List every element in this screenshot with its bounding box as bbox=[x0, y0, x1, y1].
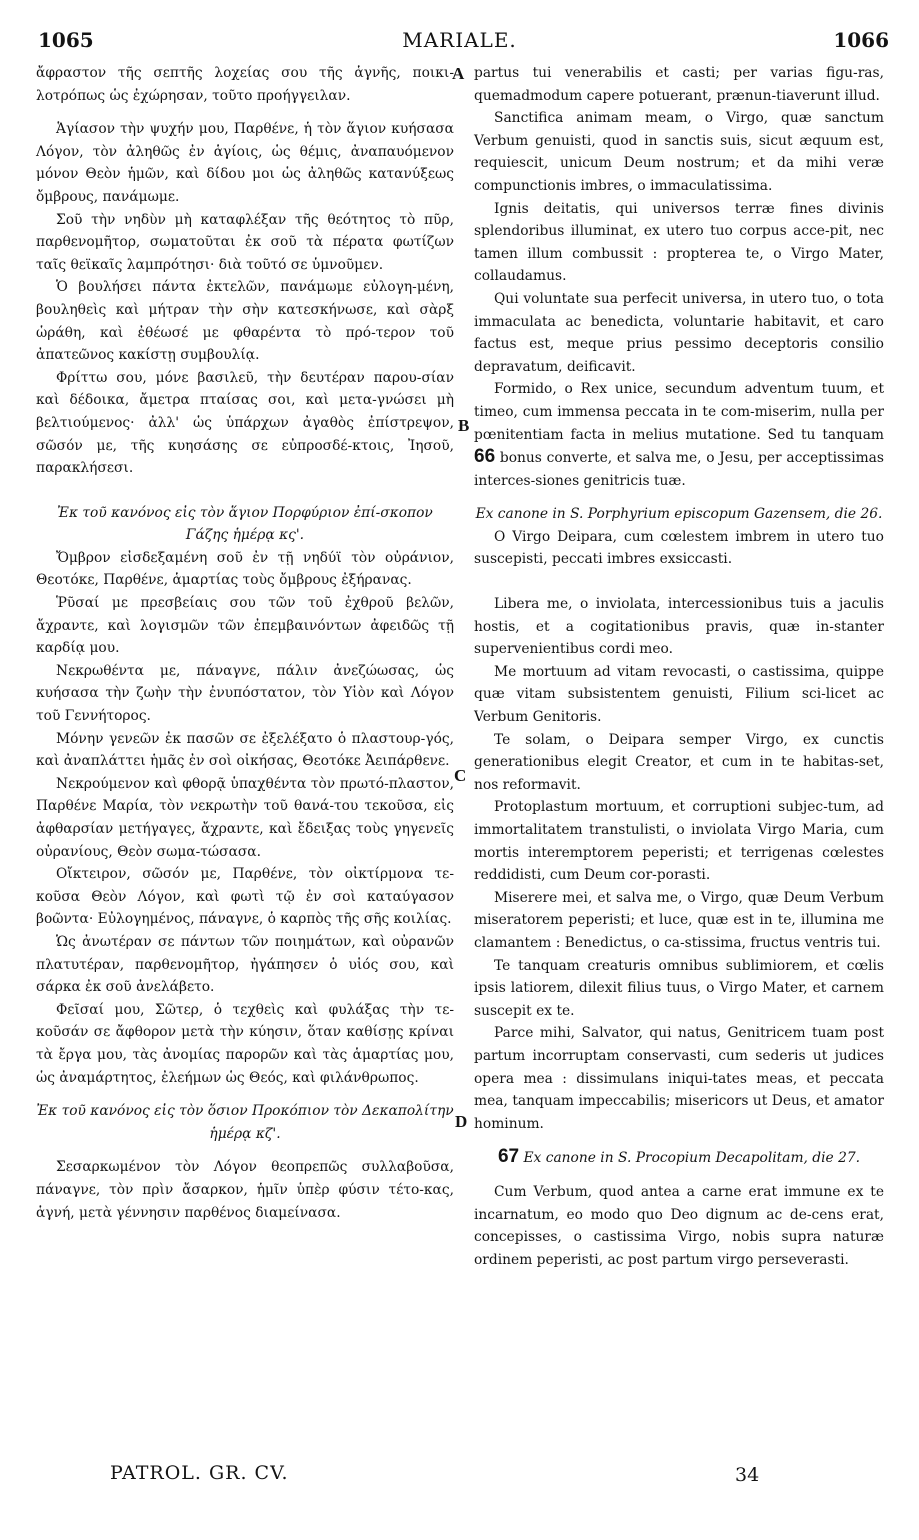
latin-section-heading: Ex canone in S. Porphyrium episcopum Gazensem, die 26. bbox=[475, 506, 883, 523]
latin-column bbox=[474, 62, 884, 1271]
latin-paragraph: Miserere mei, et salva me, o Virgo, quæ Deum Verbum miseratorem peperisti; et luce, quæ est in te, illumina me clamantem : Benedictus, o ca-stissima, fructus ventris tui. bbox=[474, 889, 884, 951]
page-header bbox=[0, 28, 919, 58]
greek-paragraph: Νεκρούμενον καὶ φθορᾷ ὑπαχθέντα τὸν πρωτό-πλαστον, Παρθένε Μαρία, τὸν νεκρωτὴν τοῦ θανά-του τεκοῦσα, εἰς ἀφθαρσίαν μετήγαγες, ἄχραντε, καὶ ἔδειξας τοὺς γηγενεῖς οὐρανίους, Θεὸν σωμα-τώσασα. bbox=[36, 775, 454, 860]
greek-paragraph: Ὁ βουλήσει πάντα ἐκτελῶν, πανάμωμε εὐλογη-μένη, βουληθεὶς καὶ μήτραν τὴν σὴν κατεσκήνωσε, καὶ σὰρξ ὡράθη, καὶ ἐθέωσέ με φθαρέντα τὸ πρό-τερον τοῦ ἀπατεῶνος κακίστῃ συμβουλίᾳ. bbox=[36, 279, 454, 364]
greek-paragraph: Ῥῦσαί με πρεσβείαις σου τῶν τοῦ ἐχθροῦ βελῶν, ἄχραντε, καὶ λογισμῶν τῶν ἐπεμβαινόντων ἀφειδῶς τῇ καρδίᾳ μου. bbox=[36, 595, 454, 657]
greek-paragraph: ἄφραστον τῆς σεπτῆς λοχείας σου τῆς ἁγνῆς, ποικι-λοτρόπως ὡς ἐχώρησαν, τοῦτο προήγγειλαν. bbox=[36, 65, 454, 104]
latin-paragraph: O Virgo Deipara, cum cœlestem imbrem in utero tuo suscepisti, peccati imbres exsiccasti. bbox=[474, 528, 884, 568]
latin-paragraph: Qui voluntate sua perfecit universa, in utero tuo, o tota immaculata ac benedicta, voluntarie habitavit, et caro factus est, meque prius pessimo deceptoris consilio depravatum, deificavit. bbox=[474, 290, 884, 375]
greek-section-heading: Ἐκ τοῦ κανόνος εἰς τὸν ὅσιον Προκόπιον τὸν Δεκαπολίτην ἡμέρᾳ κζ'. bbox=[36, 1103, 454, 1142]
greek-paragraph: Ἁγίασον τὴν ψυχήν μου, Παρθένε, ἡ τὸν ἅγιον κυήσασα Λόγον, τὸν ἀληθῶς ἐν ἁγίοις, ὡς θέμις, ἀναπαυόμενον μόνον Θεὸν ἡμῶν, καὶ δίδου μοι ὡς ἀληθῶς κατανύξεως ὄμβρους, πανάμωμε. bbox=[36, 121, 454, 205]
latin-section-heading bbox=[474, 1146, 884, 1170]
column-number-66: 66 bbox=[474, 446, 496, 468]
footer-signature: PATROL. GR. CV. bbox=[110, 1462, 289, 1484]
latin-paragraph bbox=[474, 378, 884, 492]
latin-paragraph: Ignis deitatis, qui universos terræ fines divinis splendoribus illuminat, ex utero tuo corpus acce-pit, nec tamen illum combussit : propterea te, o Virgo Mater, collaudamus. bbox=[474, 200, 884, 285]
greek-paragraph: Σοῦ τὴν νηδὺν μὴ καταφλέξαν τῆς θεότητος τὸ πῦρ, παρθενομῆτορ, σωματοῦται ἐκ σοῦ τὰ πέρατα φωτίζων ταῖς θεϊκαῖς λαμπρότησι· διὰ τοῦτό σε ὑμνοῦμεν. bbox=[36, 211, 454, 273]
latin-text: bonus converte, et salva me, o Jesu, per acceptissimas interces-siones genitricis tuæ. bbox=[474, 450, 884, 489]
latin-paragraph: Parce mihi, Salvator, qui natus, Genitricem tuam post partum incorruptam conservasti, cum sederis ut judices opera mea : dissimulans iniqui-tates meas, et peccata mea, tanquam impeccabilis; misericors ut Deus, et amator hominum. bbox=[474, 1025, 884, 1132]
page-number-left: 1065 bbox=[38, 28, 94, 52]
latin-paragraph: Te tanquam creaturis omnibus sublimiorem, et cœlis ipsis latiorem, dilexit filius tuus, o Virgo Mater, et carnem suscepit ex te. bbox=[474, 957, 884, 1019]
greek-column bbox=[36, 62, 454, 1224]
latin-paragraph: Cum Verbum, quod antea a carne erat immune ex te incarnatum, eo modo quo Deo dignum ac de-cens erat, concepisses, o castissima Virgo, nobis supra naturæ ordinem peperisti, ac post partum virgo perseverasti. bbox=[474, 1183, 884, 1268]
footer-sheet-number: 34 bbox=[735, 1464, 760, 1486]
greek-section-heading: Ἐκ τοῦ κανόνος εἰς τὸν ἅγιον Πορφύριον ἐπί-σκοπον Γάζης ἡμέρᾳ κς'. bbox=[57, 504, 433, 544]
greek-paragraph: Μόνην γενεῶν ἐκ πασῶν σε ἐξελέξατο ὁ πλαστουρ-γός, καὶ ἀναπλάττει ἡμᾶς ἐν σοὶ οἰκήσας, Θεοτόκε Ἀειπάρθενε. bbox=[36, 730, 454, 770]
latin-paragraph: Me mortuum ad vitam revocasti, o castissima, quippe quæ vitam subsistentem genuisti, Filium sci-licet ac Verbum Genitoris. bbox=[474, 663, 884, 726]
margin-letter-a: A bbox=[452, 64, 465, 83]
greek-paragraph: Φεῖσαί μου, Σῶτερ, ὁ τεχθεὶς καὶ φυλάξας τὴν τε-κοῦσάν σε ἄφθορον μετὰ τὴν κύησιν, ὅταν καθίσῃς κρίναι τὰ ἔργα μου, τὰς ἀνομίας παρορῶν καὶ τὰς ἁμαρτίας μου, ὡς ἀναμάρτητος, ἐλεήμων ὡς Θεός, καὶ φιλάνθρωπος. bbox=[36, 1001, 454, 1086]
latin-text: Formido, o Rex unice, secundum adventum tuum, et timeo, cum immensa peccata in te com-miserim, nulla per pœnitentiam facta in melius mutatione. Sed tu tanquam bbox=[474, 381, 884, 443]
latin-heading-text: Ex canone in S. Procopium Decapolitam, die 27. bbox=[523, 1150, 861, 1167]
latin-paragraph: Libera me, o inviolata, intercessionibus tuis a jaculis hostis, et a cogitationibus pravis, quæ in-stanter supervenientibus cordi meo. bbox=[474, 596, 884, 658]
greek-paragraph: Σεσαρκωμένον τὸν Λόγον θεοπρεπῶς συλλαβοῦσα, πάναγνε, τὸν πρὶν ἄσαρκον, ἡμῖν ὑπὲρ φύσιν τέτο-κας, ἁγνή, μετὰ γέννησιν παρθένος διαμείνασα. bbox=[36, 1159, 454, 1221]
page-number-right: 1066 bbox=[833, 28, 889, 52]
latin-paragraph: partus tui venerabilis et casti; per varias figu-ras, quemadmodum capere potuerant, prænun-tiaverunt illud. bbox=[474, 65, 884, 104]
greek-paragraph: Ὄμβρον εἰσδεξαμένη σοῦ ἐν τῇ νηδύϊ τὸν οὐράνιον, Θεοτόκε, Παρθένε, ἁμαρτίας τοὺς ὄμβρους ἐξήρανας. bbox=[36, 549, 454, 589]
greek-paragraph: Φρίττω σου, μόνε βασιλεῦ, τὴν δευτέραν παρου-σίαν καὶ δέδοικα, ἄμετρα πταίσας σοι, καὶ μετα-γνώσει μὴ βελτιούμενος· ἀλλ' ὡς ὑπάρχων ἀγαθὸς ἐπίστρεψον, σῶσόν με, τῆς κυησάσης σε εὐπροσδέ-κτοις, Ἰησοῦ, παρακλήσεσι. bbox=[36, 369, 454, 477]
greek-paragraph: Ὡς ἀνωτέραν σε πάντων τῶν ποιημάτων, καὶ οὐρανῶν πλατυτέραν, παρθενομῆτορ, ἠγάπησεν ὁ υἱός σου, καὶ σάρκα ἐκ σοῦ ἀνελάβετο. bbox=[36, 933, 454, 996]
running-title: MARIALE. bbox=[402, 28, 517, 52]
margin-letter-d: D bbox=[455, 1112, 468, 1131]
column-number-67: 67 bbox=[497, 1146, 520, 1168]
latin-paragraph: Protoplastum mortuum, et corruptioni subjec-tum, ad immortalitatem transtulisti, o inviolata Virgo Maria, cum mortis interemptorem peperisti; et terrigenas cœlestes reddidisti, cum Deum cor-porasti. bbox=[474, 799, 884, 884]
greek-paragraph: Νεκρωθέντα με, πάναγνε, πάλιν ἀνεζώωσας, ὡς κυήσασα τὴν ζωὴν τὴν ἐνυπόστατον, τὸν Υἱὸν καὶ Λόγον τοῦ Γεννήτορος. bbox=[36, 662, 454, 725]
greek-paragraph: Οἴκτειρον, σῶσόν με, Παρθένε, τὸν οἰκτίρμονα τε-κοῦσα Θεὸν Λόγον, καὶ φωτὶ τῷ ἐν σοὶ καταύγασον βοῶντα· Εὐλογημένος, πάναγνε, ὁ καρπὸς τῆς σῆς κοιλίας. bbox=[36, 866, 454, 928]
margin-letter-b: B bbox=[458, 416, 470, 435]
latin-paragraph: Te solam, o Deipara semper Virgo, ex cunctis generationibus elegit Creator, et cum in te habitas-set, nos reformavit. bbox=[474, 731, 884, 793]
margin-letter-c: C bbox=[454, 766, 467, 785]
latin-paragraph: Sanctifica animam meam, o Virgo, quæ sanctum Verbum genuisti, quod in sanctis suis, sicut æquum est, requiescit, unicum Deum nostrum; et da mihi veræ compunctionis imbres, o immaculatissima. bbox=[474, 110, 884, 194]
